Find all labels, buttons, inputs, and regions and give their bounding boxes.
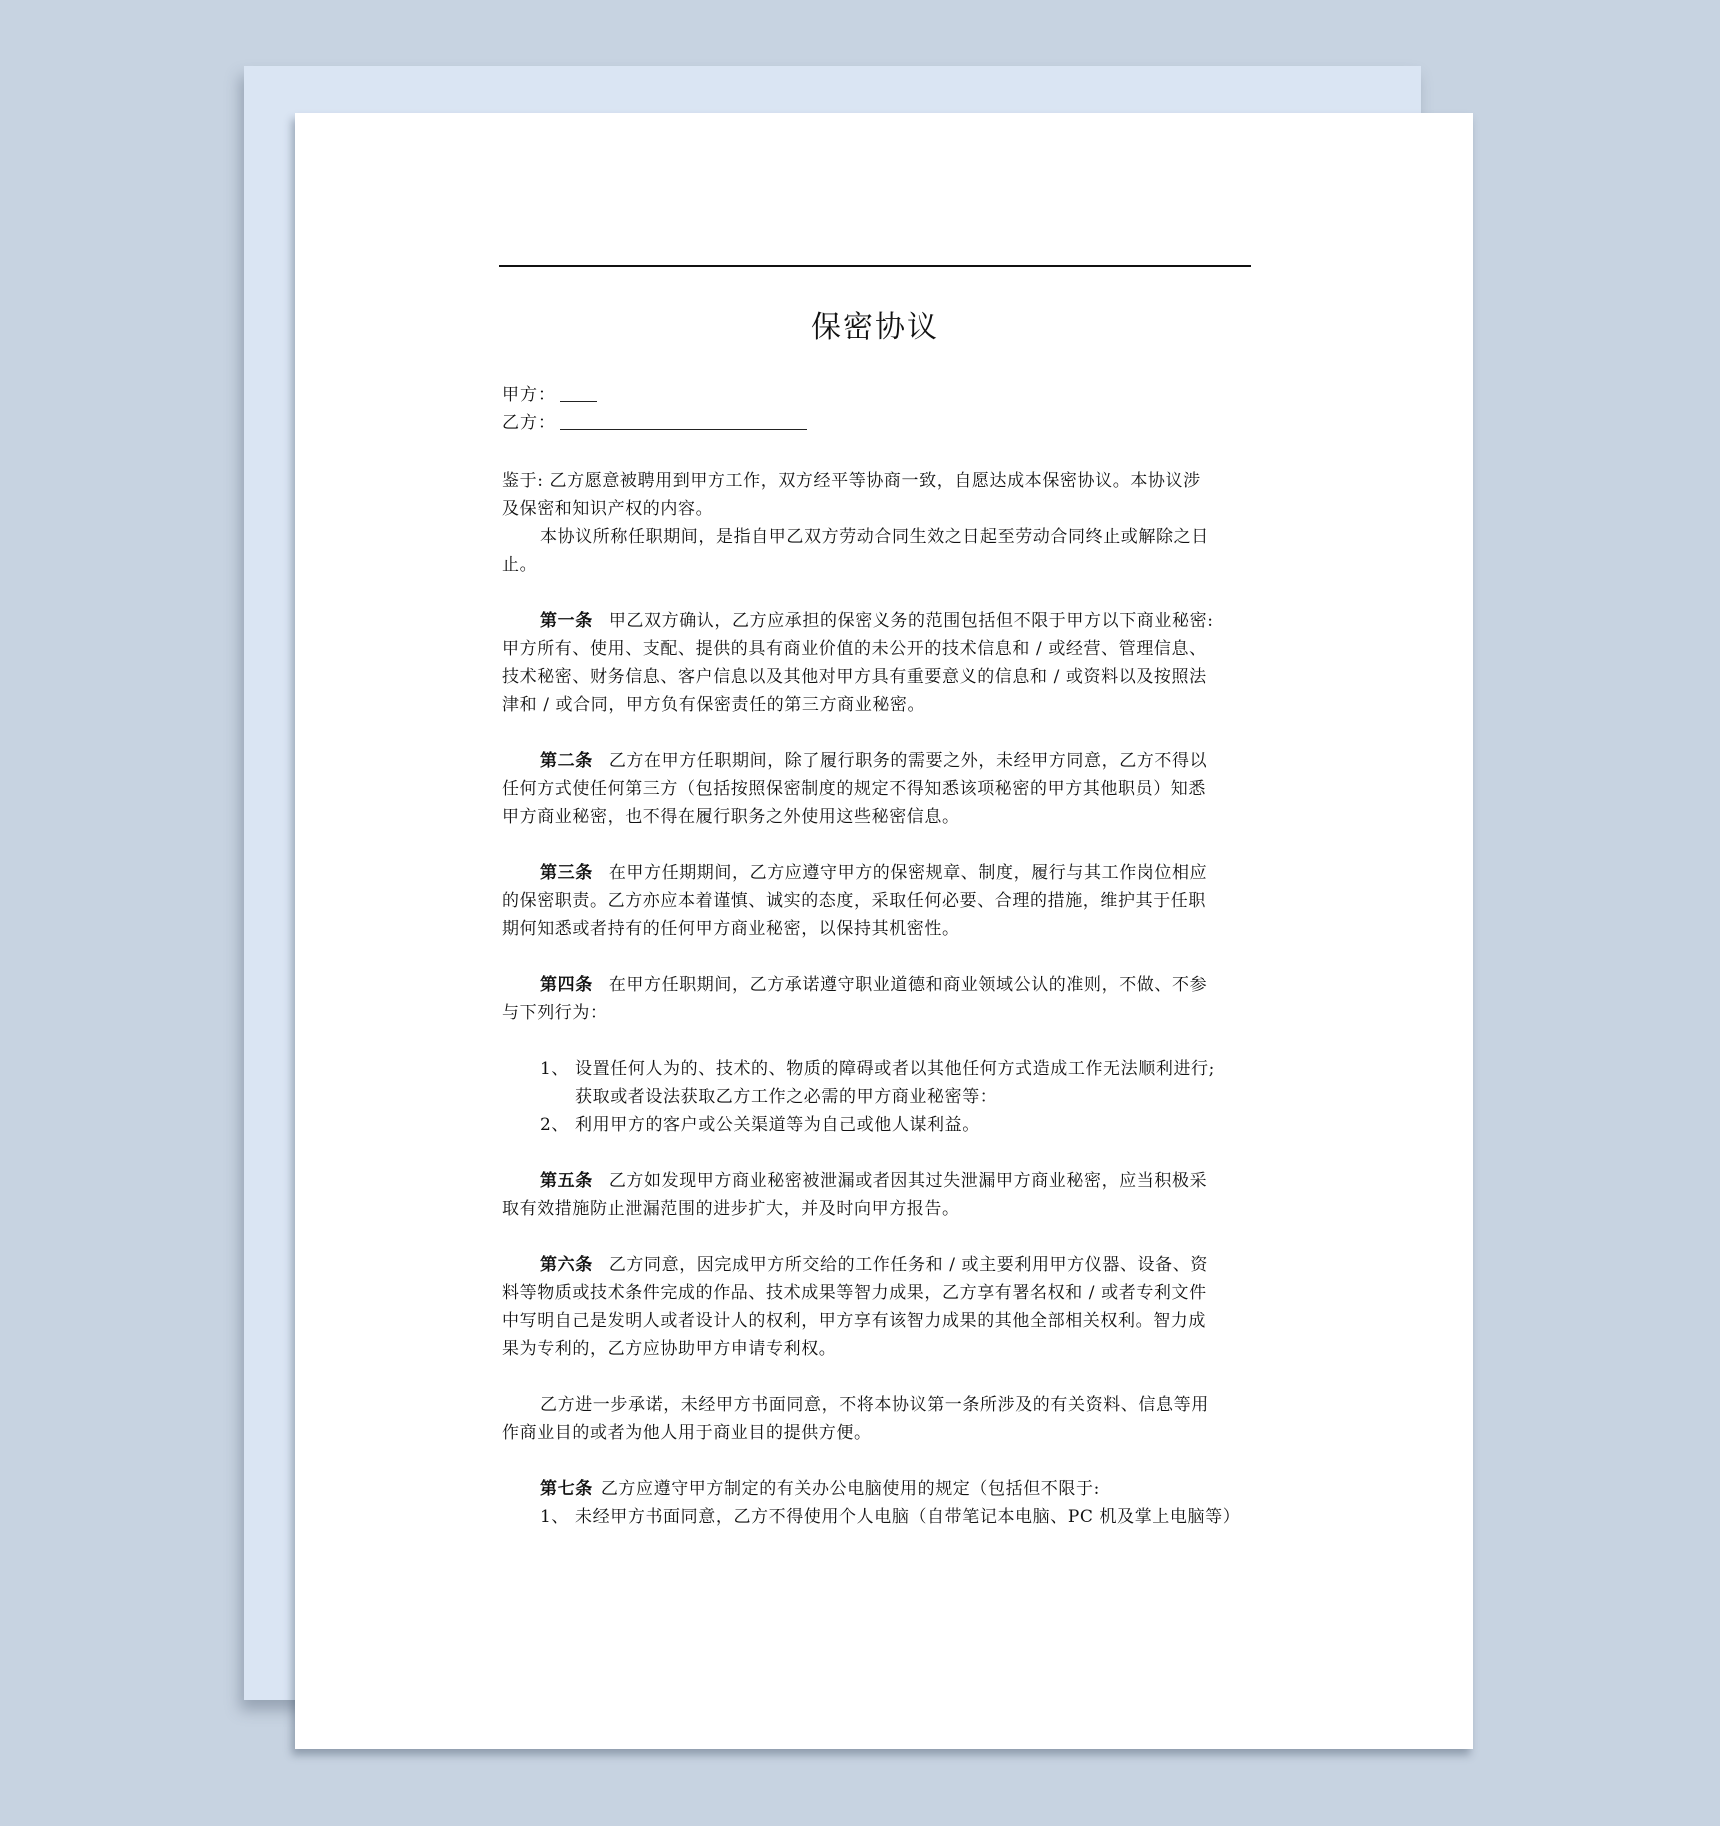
text-line: 与下列行为： bbox=[502, 1003, 608, 1023]
article-2 bbox=[502, 747, 1252, 831]
text-line: 期何知悉或者持有的任何甲方商业秘密，以保持其机密性。 bbox=[502, 919, 960, 939]
party-a-row bbox=[502, 381, 597, 409]
text-line: 本协议所称任职期间，是指自甲乙双方劳动合同生效之日起至劳动合同终止或解除之日 bbox=[540, 527, 1209, 547]
text-segment: 在甲方任期期间，乙方应遵守甲方的保密规章、制度，履行与其工作岗位相应 bbox=[608, 863, 1208, 883]
text-line bbox=[502, 971, 1252, 999]
article-heading: 第二条 bbox=[540, 751, 593, 771]
text-line: 中写明自己是发明人或者设计人的权利，甲方享有该智力成果的其他全部相关权利。智力成 bbox=[502, 1311, 1206, 1331]
whereas-paragraph bbox=[502, 467, 1252, 579]
party-a-label: 甲方： bbox=[502, 385, 556, 405]
document-title: 保密协议 bbox=[811, 310, 939, 345]
text-segment: 甲乙双方确认，乙方应承担的保密义务的范围包括但不限于甲方以下商业秘密: bbox=[608, 611, 1214, 631]
text-line bbox=[502, 1167, 1252, 1195]
text-line: 技术秘密、财务信息、客户信息以及其他对甲方具有重要意义的信息和 / 或资料以及按照法 bbox=[502, 667, 1207, 687]
list-item bbox=[502, 1111, 1252, 1139]
further-commitment-paragraph bbox=[502, 1391, 1252, 1447]
article-heading: 第一条 bbox=[540, 611, 593, 631]
text-segment: 乙方应遵守甲方制定的有关办公电脑使用的规定（包括但不限于: bbox=[600, 1479, 1100, 1499]
text-segment: 利用甲方的客户或公关渠道等为自己或他人谋利益。 bbox=[575, 1115, 980, 1135]
text-line: 甲方商业秘密，也不得在履行职务之外使用这些秘密信息。 bbox=[502, 807, 960, 827]
text-line bbox=[502, 1475, 1252, 1503]
text-line: 获取或者设法获取乙方工作之必需的甲方商业秘密等： bbox=[575, 1087, 998, 1107]
article-7 bbox=[502, 1475, 1252, 1531]
list-item bbox=[502, 1503, 1252, 1531]
text-segment: 在甲方任职期间，乙方承诺遵守职业道德和商业领域公认的准则，不做、不参 bbox=[608, 975, 1208, 995]
header-rule bbox=[499, 265, 1251, 267]
article-6 bbox=[502, 1251, 1252, 1363]
list-item bbox=[502, 1055, 1252, 1083]
text-line: 乙方进一步承诺，未经甲方书面同意，不将本协议第一条所涉及的有关资料、信息等用 bbox=[540, 1395, 1209, 1415]
article-heading: 第六条 bbox=[540, 1255, 593, 1275]
text-line bbox=[502, 747, 1252, 775]
party-a-blank-field[interactable] bbox=[560, 383, 597, 402]
article-heading: 第三条 bbox=[540, 863, 593, 883]
party-b-row bbox=[502, 409, 807, 437]
list-number: 1、 bbox=[540, 1507, 570, 1527]
text-line: 料等物质或技术条件完成的作品、技术成果等智力成果，乙方享有署名权和 / 或者专利文件 bbox=[502, 1283, 1207, 1303]
text-line: 甲方所有、使用、支配、提供的具有商业价值的未公开的技术信息和 / 或经营、管理信息、 bbox=[502, 639, 1207, 659]
text-line: 鉴于: 乙方愿意被聘用到甲方工作，双方经平等协商一致，自愿达成本保密协议。本协议涉 bbox=[502, 471, 1201, 491]
text-line bbox=[502, 607, 1252, 635]
text-line: 任何方式使任何第三方（包括按照保密制度的规定不得知悉该项秘密的甲方其他职员）知悉 bbox=[502, 779, 1206, 799]
text-line bbox=[502, 1251, 1252, 1279]
text-line: 津和 / 或合同，甲方负有保密责任的第三方商业秘密。 bbox=[502, 695, 926, 715]
front-page-sheet bbox=[295, 113, 1473, 1749]
article-heading: 第四条 bbox=[540, 975, 593, 995]
text-line: 止。 bbox=[502, 555, 538, 575]
list-number: 2、 bbox=[540, 1115, 570, 1135]
article-4 bbox=[502, 971, 1252, 1027]
text-line bbox=[502, 859, 1252, 887]
text-segment: 未经甲方书面同意，乙方不得使用个人电脑（自带笔记本电脑、PC 机及掌上电脑等） bbox=[575, 1507, 1241, 1527]
text-segment: 乙方在甲方任职期间，除了履行职务的需要之外，未经甲方同意，乙方不得以 bbox=[608, 751, 1208, 771]
text-line: 作商业目的或者为他人用于商业目的提供方便。 bbox=[502, 1423, 872, 1443]
article-5 bbox=[502, 1167, 1252, 1223]
party-b-label: 乙方： bbox=[502, 413, 556, 433]
text-line: 及保密和知识产权的内容。 bbox=[502, 499, 714, 519]
list-number: 1、 bbox=[540, 1059, 570, 1079]
article-heading: 第五条 bbox=[540, 1171, 593, 1191]
article-heading: 第七条 bbox=[540, 1479, 593, 1499]
text-line: 取有效措施防止泄漏范围的进步扩大，并及时向甲方报告。 bbox=[502, 1199, 960, 1219]
text-segment: 乙方同意，因完成甲方所交给的工作任务和 / 或主要利用甲方仪器、设备、资 bbox=[608, 1255, 1208, 1275]
article-3 bbox=[502, 859, 1252, 943]
text-line: 的保密职责。乙方亦应本着谨慎、诚实的态度，采取任何必要、合理的措施，维护其于任职 bbox=[502, 891, 1206, 911]
text-segment: 乙方如发现甲方商业秘密被泄漏或者因其过失泄漏甲方商业秘密，应当积极采 bbox=[608, 1171, 1208, 1191]
party-b-blank-field[interactable] bbox=[560, 411, 807, 430]
article-1 bbox=[502, 607, 1252, 719]
text-line: 果为专利的，乙方应协助甲方申请专利权。 bbox=[502, 1339, 837, 1359]
text-segment: 设置任何人为的、技术的、物质的障碍或者以其他任何方式造成工作无法顺利进行; bbox=[575, 1059, 1215, 1079]
article-4-list bbox=[502, 1055, 1252, 1139]
